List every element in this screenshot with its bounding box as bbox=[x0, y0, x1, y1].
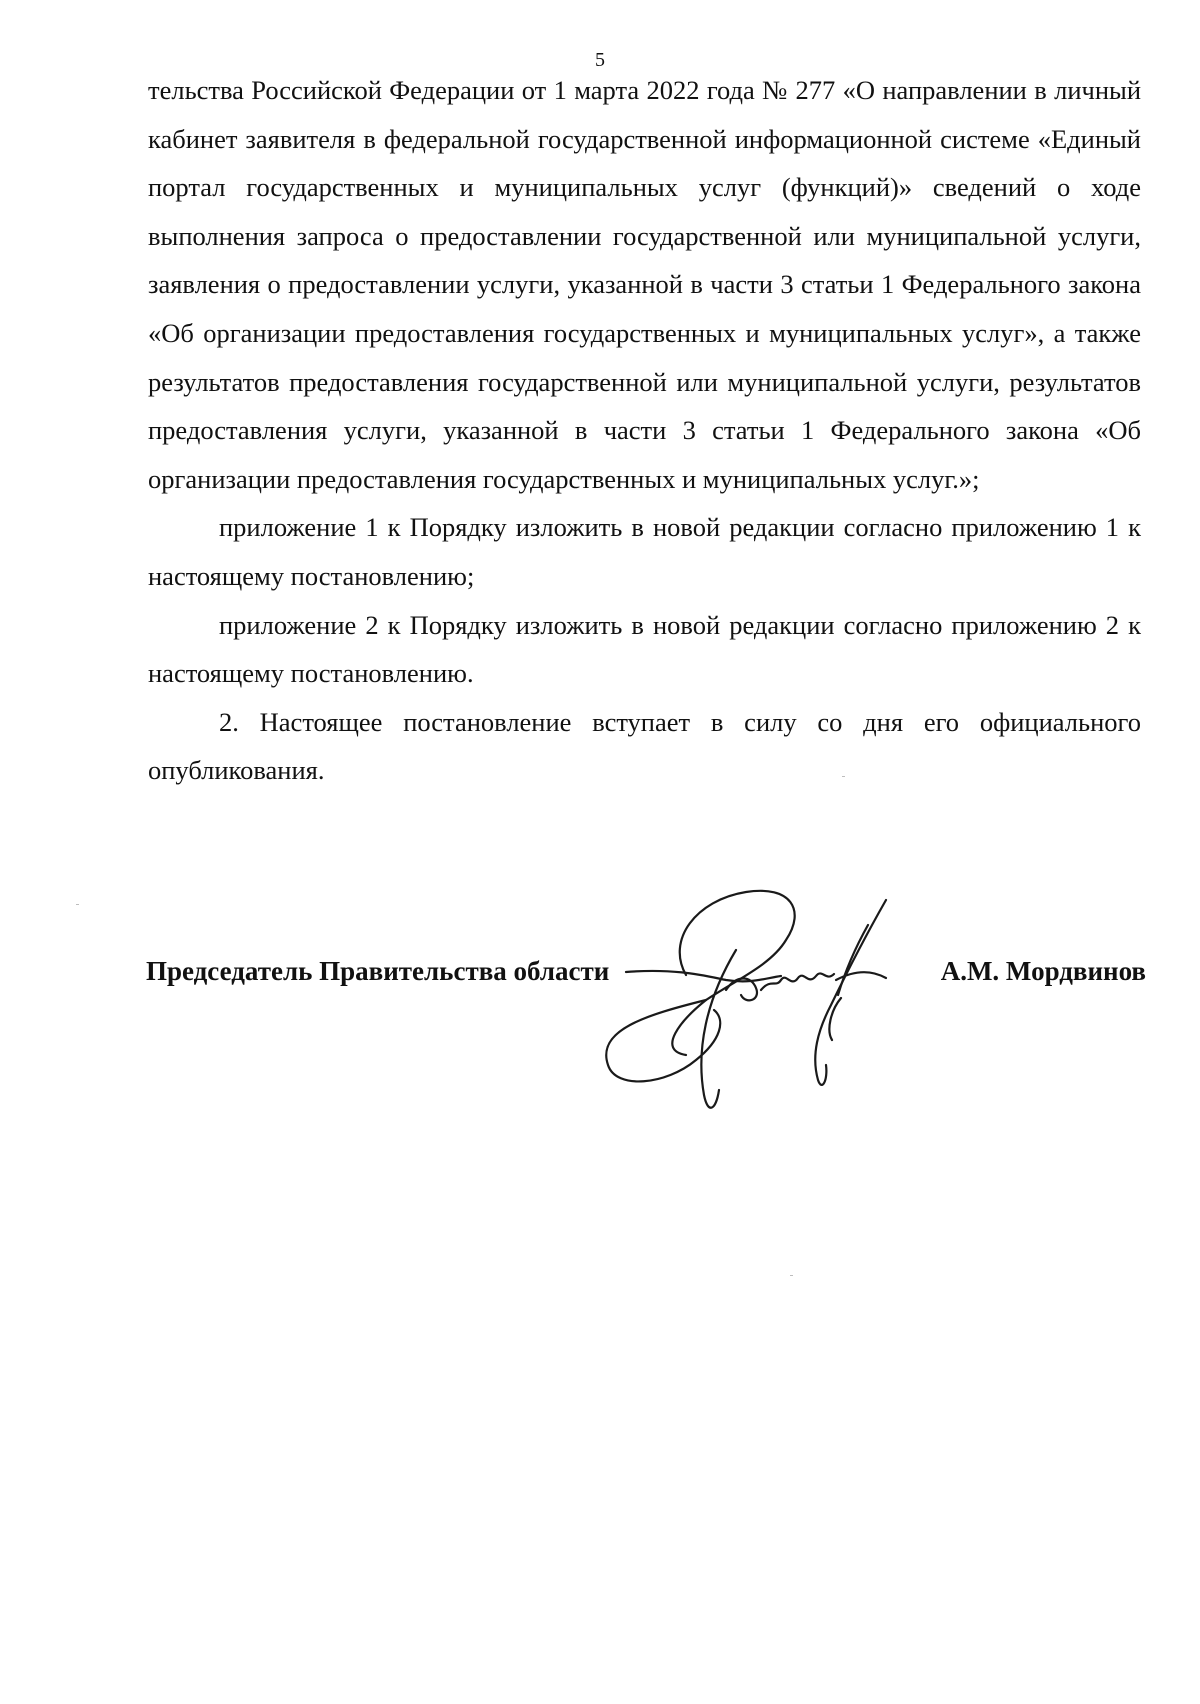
paragraph-appendix-1: приложение 1 к Порядку изложить в новой редакции согласно приложению 1 к настоящему постановлению; bbox=[148, 512, 1141, 591]
document-body bbox=[148, 66, 1141, 795]
paragraph-appendix-2: приложение 2 к Порядку изложить в новой редакции согласно приложению 2 к настоящему постановлению. bbox=[148, 609, 1141, 689]
scan-speck bbox=[790, 1275, 793, 1276]
paragraph-continuation: тельства Российской Федерации от 1 марта 2022 года № 277 «О направлении в личный кабинет заявителя в федеральной государственной информационной системе «Единый портал государственных и муниципальных услуг (функций)» сведений о ходе выполнения запроса о предоставлении государственной или муниципальной услуги, заявления о предоставлении услуги, указанной в части 3 статьи 1 Федерального закона «Об организации предоставления государственных и муниципальных услуг», а также результатов предоставления государственной или муниципальной услуги, результатов предоставления услуги, указанной в части 3 статьи 1 Федерального закона «Об организации предоставления государственных и муниципальных услуг.»; bbox=[148, 75, 1141, 494]
signature-block bbox=[146, 940, 1146, 1070]
paragraph-effective-date: 2. Настоящее постановление вступает в силу со дня его официального опубликования. bbox=[148, 706, 1141, 786]
scan-speck bbox=[76, 904, 79, 905]
signer-name: А.М. Мордвинов bbox=[940, 956, 1146, 986]
signer-position: Председатель Правительства области bbox=[146, 956, 610, 986]
scan-speck bbox=[842, 776, 845, 777]
page-number: 5 bbox=[595, 49, 605, 71]
handwritten-signature bbox=[586, 880, 946, 1120]
